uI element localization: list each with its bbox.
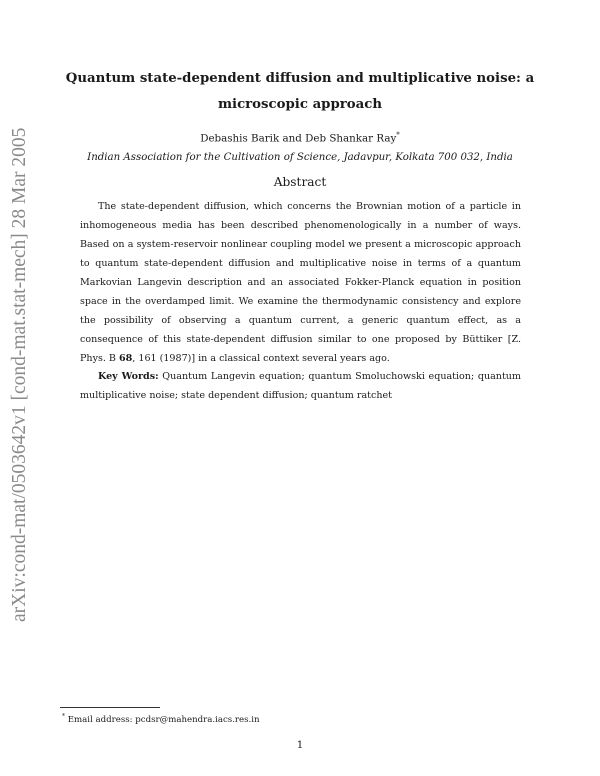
paper-title: Quantum state-dependent diffusion and multiplicative noise: a microscopic approach (65, 71, 535, 112)
footnote-marker: * (62, 713, 65, 720)
keywords-text: Quantum Langevin equation; quantum Smoluchowski equation; quantum multiplicative noise; state dependent diffusion; quantum ratchet (80, 371, 521, 401)
abstract-text-part1: The state-dependent diffusion, which concerns the Brownian motion of a particle in inhomogeneous media has been described phenomenologically in a number of ways. Based on a system-reservoir nonlinear coupling model we present a microscopic approach to quantum state-dependent diffusion and multiplicative noise in terms of a quantum Markovian Langevin description and an associated Fokker-Planck equation in position space in the overdamped limit. We examine the thermodynamic consistency and explore the possibility of observing a quantum current, a generic quantum effect, as a consequence of this state-dependent diffusion similar to one proposed by Büttiker [Z. Phys. B (80, 201, 521, 364)
abstract-heading: Abstract (273, 175, 327, 189)
footnote (62, 711, 462, 726)
keywords-label: Key Words: (98, 371, 159, 382)
author-line (60, 128, 540, 145)
authors-text: Debashis Barik and Deb Shankar Ray (200, 132, 397, 145)
keywords-paragraph (80, 367, 521, 405)
page-number: 1 (296, 739, 304, 751)
abstract-volume-number: 68 (119, 353, 133, 364)
abstract-body (80, 197, 521, 368)
author-footnote-marker: * (396, 131, 400, 139)
footnote-divider (60, 707, 160, 708)
arxiv-identifier-stamp: arXiv:cond-mat/0503642v1 [cond-mat.stat-mech] 28 Mar 2005 (9, 127, 30, 622)
abstract-text-part2: , 161 (1987)] in a classical context several years ago. (132, 353, 390, 364)
footnote-email-text: Email address: pcdsr@mahendra.iacs.res.in (67, 714, 260, 725)
affiliation: Indian Association for the Cultivation of Science, Jadavpur, Kolkata 700 032, India (87, 152, 513, 163)
